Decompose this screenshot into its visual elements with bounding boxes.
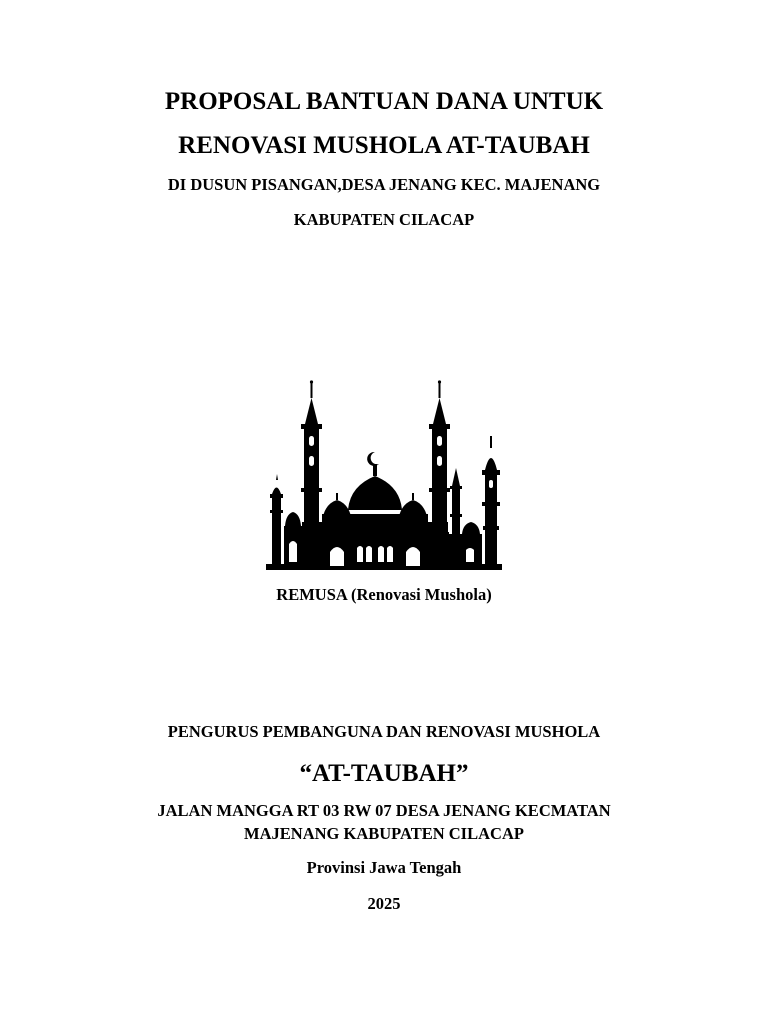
year: 2025 xyxy=(367,894,401,913)
main-dome xyxy=(348,452,402,510)
mosque-silhouette-icon xyxy=(266,376,502,572)
image-caption: REMUSA (Renovasi Mushola) xyxy=(276,585,492,604)
left-small-minaret xyxy=(270,474,283,566)
title-line-1: PROPOSAL BANTUAN DANA UNTUK xyxy=(164,88,604,115)
province: Provinsi Jawa Tengah xyxy=(306,858,462,877)
address-line-2: MAJENANG KABUPATEN CILACAP xyxy=(244,824,524,843)
location-line-1: DI DUSUN PISANGAN,DESA JENANG KEC. MAJENANG xyxy=(167,175,601,194)
organizer-label: PENGURUS PEMBANGUNA DAN RENOVASI MUSHOLA xyxy=(167,722,601,741)
title-line-2: RENOVASI MUSHOLA AT-TAUBAH xyxy=(178,132,590,159)
location-line-2: KABUPATEN CILACAP xyxy=(293,210,475,229)
organizer-name: “AT-TAUBAH” xyxy=(299,760,469,787)
right-outer-minaret xyxy=(482,436,500,566)
address-line-1: JALAN MANGGA RT 03 RW 07 DESA JENANG KECMATAN xyxy=(157,801,611,820)
